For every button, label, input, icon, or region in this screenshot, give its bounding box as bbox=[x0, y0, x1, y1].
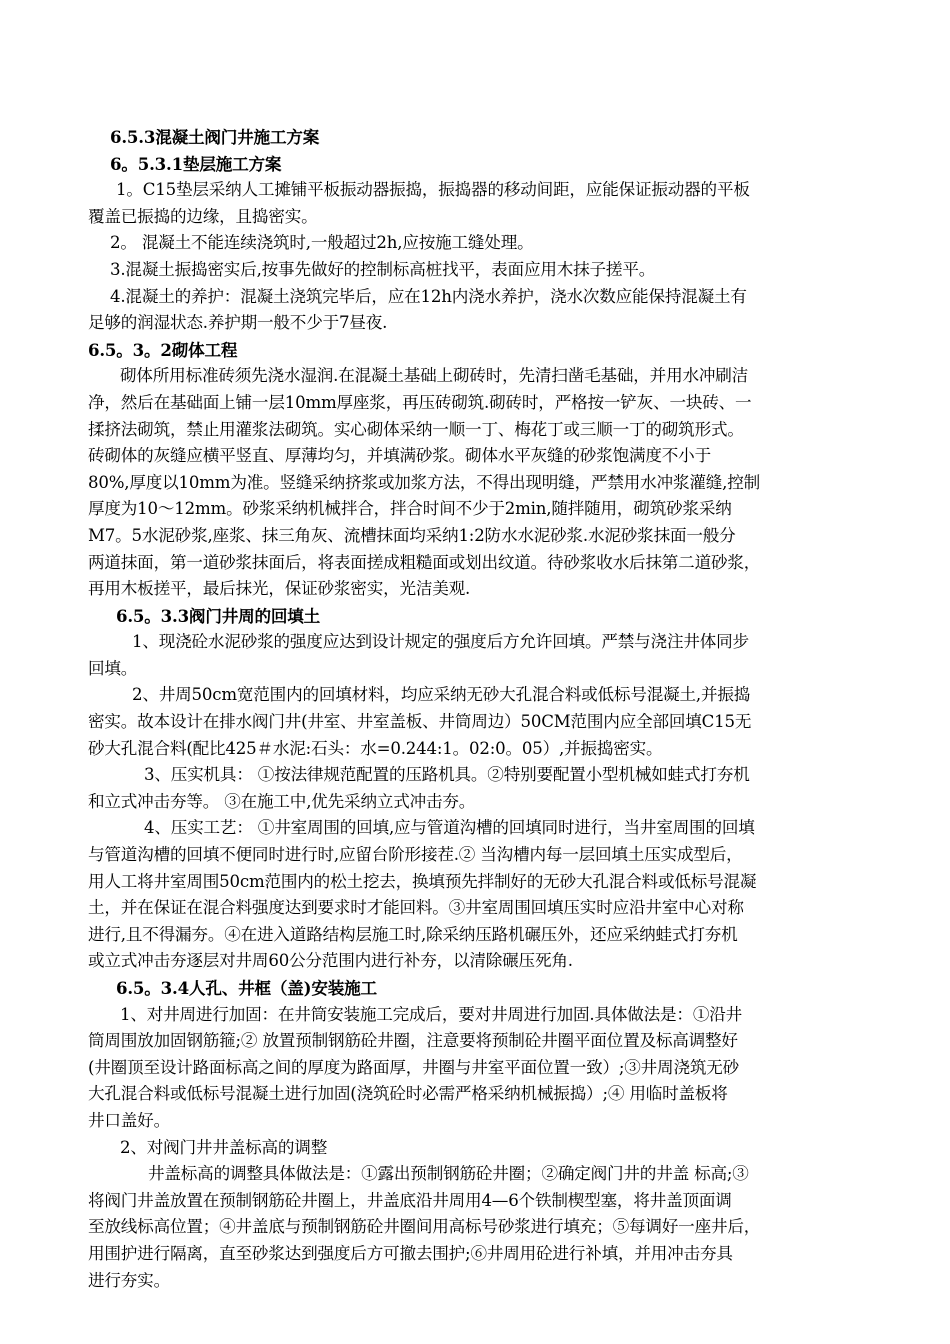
paragraph-line: 砖砌体的灰缝应横平竖直、厚薄均匀，并填满砂浆。砌体水平灰缝的砂浆饱满度不小于 bbox=[88, 446, 711, 466]
paragraph-line: 与管道沟槽的回填不便同时进行时,应留台阶形接茬.② 当沟槽内每一层回填土压实成型后， bbox=[88, 845, 743, 865]
paragraph-line: 和立式冲击夯等。 ③在施工中,优先采纳立式冲击夯。 bbox=[88, 791, 476, 811]
paragraph-line: 再用木板搓平，最后抹光，保证砂浆密实，光洁美观. bbox=[88, 579, 471, 599]
paragraph-line: 密实。故本设计在排水阀门井(井室、井室盖板、井筒周边）50CM范围内应全部回填C15无 bbox=[88, 712, 752, 732]
paragraph-line: 3.混凝土振捣密实后,按事先做好的控制标高桩找平，表面应用木抹子搓平。 bbox=[110, 259, 656, 279]
paragraph-line: 或立式冲击夯逐层对井周60公分范围内进行补夯，以清除碾压死角. bbox=[88, 951, 573, 971]
paragraph-line: 用人工将井室周围50cm范围内的松土挖去，换填预先拌制好的无砂大孔混合料或低标号混凝 bbox=[88, 871, 757, 891]
document-body bbox=[88, 124, 866, 1294]
paragraph-line: 将阀门井盖放置在预制钢筋砼井圈上，井盖底沿井周用4—6个铁制楔型塞，将井盖顶面调 bbox=[88, 1190, 732, 1210]
paragraph-line: 砌体所用标准砖须先浇水湿润.在混凝土基础上砌砖时，先清扫凿毛基础，并用水冲刷洁 bbox=[120, 366, 749, 386]
paragraph-line: 2。 混凝土不能连续浇筑时,一般超过2h,应按施工缝处理。 bbox=[110, 233, 534, 253]
paragraph-line: 1、现浇砼水泥砂浆的强度应达到设计规定的强度后方允许回填。严禁与浇注井体同步 bbox=[132, 632, 749, 652]
paragraph-line: M7。5水泥砂浆,座浆、抹三角灰、流槽抹面均采纳1:2防水水泥砂浆.水泥砂浆抹面一般分 bbox=[88, 525, 736, 545]
paragraph-line: 大孔混合料或低标号混凝土进行加固(浇筑砼时必需严格采纳机械振捣）;④ 用临时盖板将 bbox=[88, 1084, 728, 1104]
paragraph-line: 用围护进行隔离，直至砂浆达到强度后方可撤去围护;⑥井周用砼进行补填，并用冲击夯具 bbox=[88, 1243, 733, 1263]
paragraph-line: 1。C15垫层采纳人工摊铺平板振动器振捣，振捣器的移动间距，应能保证振动器的平板 bbox=[116, 180, 750, 200]
paragraph-line: 2、井周50cm宽范围内的回填材料，均应采纳无砂大孔混合料或低标号混凝土,并振捣 bbox=[132, 685, 751, 705]
section-heading: 6.5。3.4人孔、井框（盖)安装施工 bbox=[116, 978, 377, 998]
paragraph-line: (井圈顶至设计路面标高之间的厚度为路面厚，井圈与井室平面位置一致）;③井周浇筑无砂 bbox=[88, 1057, 740, 1077]
paragraph-line: 覆盖已振捣的边缘，且捣密实。 bbox=[88, 206, 318, 226]
paragraph-line: 井盖标高的调整具体做法是：①露出预制钢筋砼井圈；②确定阀门井的井盖 标高;③ bbox=[148, 1164, 749, 1184]
paragraph-line: 1、对井周进行加固：在井筒安装施工完成后，要对井周进行加固.具体做法是：①沿井 bbox=[120, 1004, 742, 1024]
paragraph-line: 两道抹面，第一道砂浆抹面后，将表面搓成粗糙面或划出纹道。待砂浆收水后抹第二道砂浆， bbox=[88, 552, 761, 572]
section-heading: 6.5。3。2砌体工程 bbox=[88, 339, 238, 360]
section-heading: 6.5。3.3阀门井周的回填土 bbox=[116, 605, 321, 626]
paragraph-line: 足够的润湿状态.养护期一般不少于7昼夜. bbox=[88, 313, 388, 333]
paragraph-line: 回填。 bbox=[88, 658, 138, 678]
paragraph-line: 4、压实工艺： ①井室周围的回填,应与管道沟槽的回填同时进行，当井室周围的回填 bbox=[144, 818, 755, 838]
section-heading: 6.5.3混凝土阀门井施工方案 bbox=[110, 127, 320, 147]
paragraph-line: 进行夯实。 bbox=[88, 1270, 170, 1290]
paragraph-line: 至放线标高位置；④井盖底与预制钢筋砼井圈间用高标号砂浆进行填充；⑤每调好一座井后， bbox=[88, 1217, 761, 1237]
paragraph-line: 厚度为10～12mm。砂浆采纳机械拌合，拌合时间不少于2min,随拌随用，砌筑砂浆采纳 bbox=[88, 499, 732, 519]
paragraph-line: 3、压实机具： ①按法律规范配置的压路机具。②特别要配置小型机械如蛙式打夯机 bbox=[144, 765, 750, 785]
paragraph-line: 净，然后在基础面上铺一层10mm厚座浆，再压砖砌筑.砌砖时，严格按一铲灰、一块砖、一 bbox=[88, 392, 752, 412]
paragraph-line: 2、对阀门井井盖标高的调整 bbox=[120, 1137, 328, 1157]
paragraph-line: 土，并在保证在混合料强度达到要求时才能回料。③井室周围回填压实时应沿井室中心对称 bbox=[88, 898, 744, 918]
paragraph-line: 井口盖好。 bbox=[88, 1110, 170, 1130]
paragraph-line: 砂大孔混合料(配比425＃水泥:石头：水=0.244:1。02:0。05）,并振捣密实。 bbox=[88, 738, 663, 758]
paragraph-line: 4.混凝土的养护：混凝土浇筑完毕后，应在12h内浇水养护，浇水次数应能保持混凝土有 bbox=[110, 286, 747, 306]
section-heading: 6。5.3.1垫层施工方案 bbox=[110, 153, 282, 174]
paragraph-line: 进行,且不得漏夯。④在进入道路结构层施工时,除采纳压路机碾压外，还应采纳蛙式打夯机 bbox=[88, 924, 738, 944]
paragraph-line: 筒周围放加固钢筋箍;② 放置预制钢筋砼井圈，注意要将预制砼井圈平面位置及标高调整好 bbox=[88, 1031, 738, 1051]
paragraph-line: 揉挤法砌筑，禁止用灌浆法砌筑。实心砌体采纳一顺一丁、梅花丁或三顺一丁的砌筑形式。 bbox=[88, 419, 744, 439]
paragraph-line: 80%,厚度以10mm为准。竖缝采纳挤浆或加浆方法，不得出现明缝，严禁用水冲浆灌缝,控制 bbox=[88, 472, 760, 492]
